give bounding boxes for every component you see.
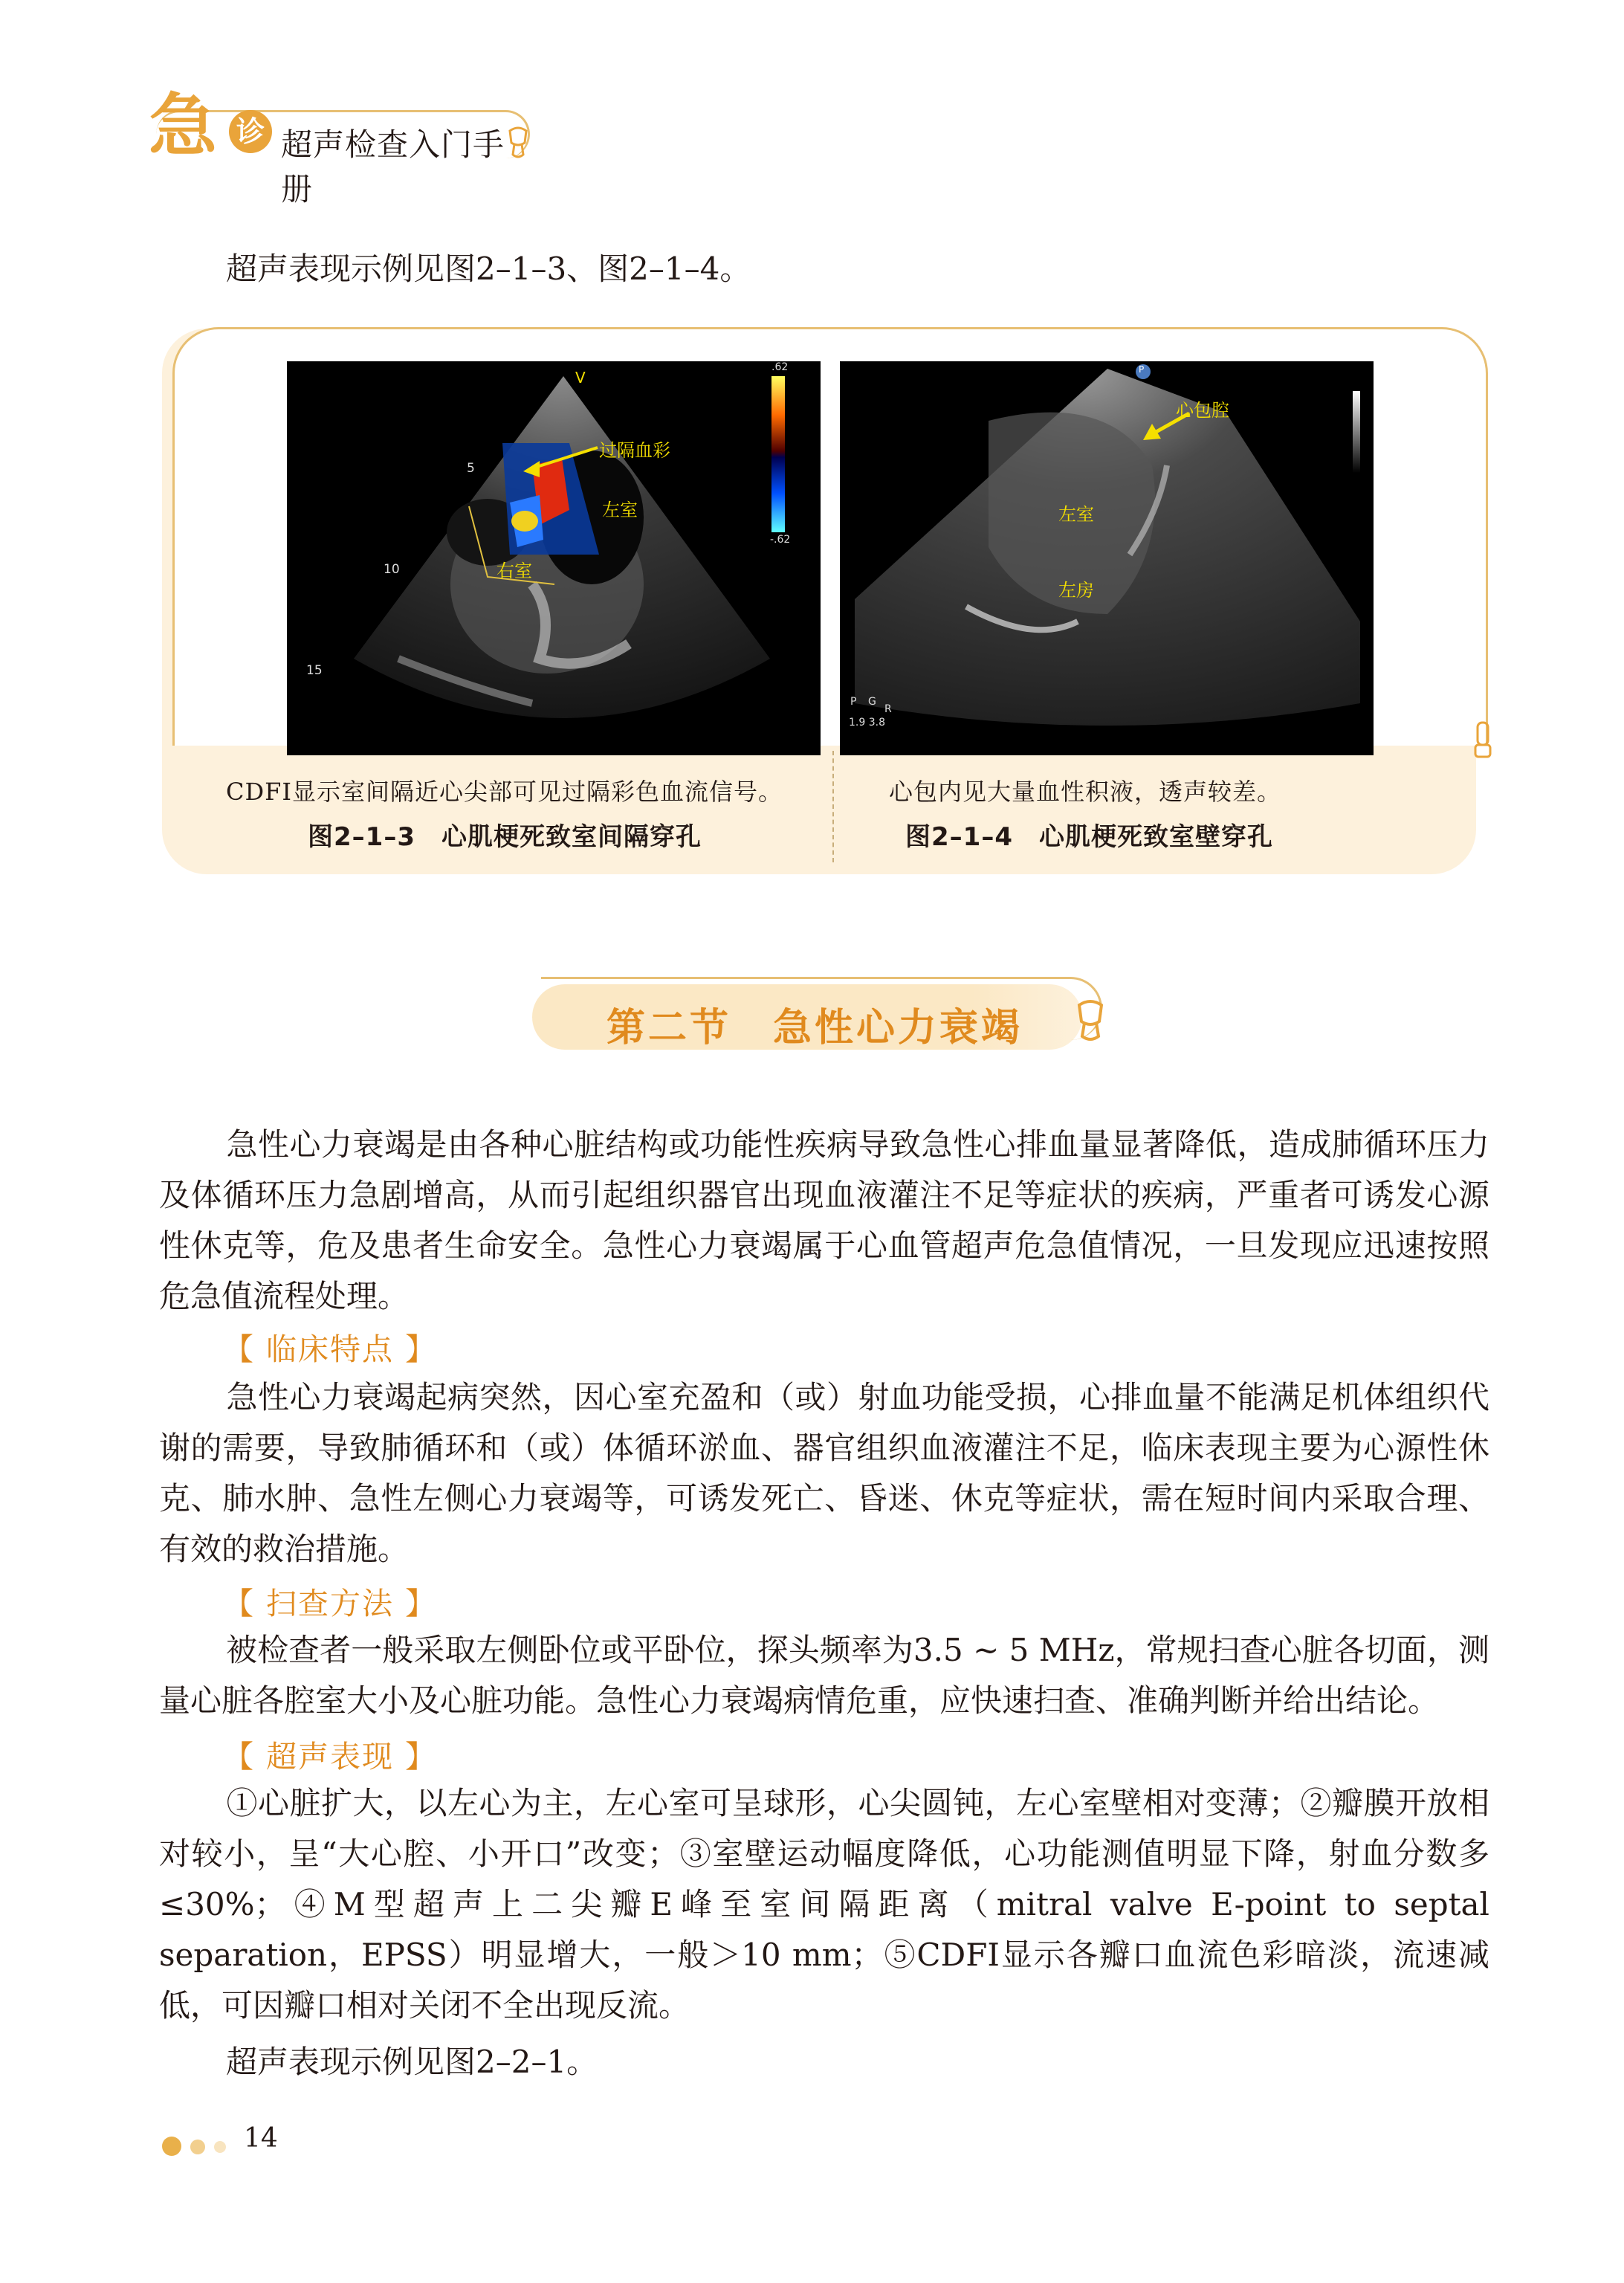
depth-tick: 10: [384, 562, 400, 577]
page-dot: [214, 2141, 226, 2153]
section-heading: [532, 977, 1106, 1059]
figure-caption: CDFI显示室间隔近心尖部可见过隔彩色血流信号。: [226, 778, 783, 806]
running-header: [149, 86, 535, 207]
probe-values: 1.9 3.8: [849, 717, 885, 729]
ultrasound-probe-icon: [504, 126, 532, 159]
label-v-marker: V: [575, 369, 586, 387]
paragraph-clinical-features: 急性心力衰竭起病突然，因心室充盈和（或）射血功能受损，心排血量不能满足机体组织代谢的需要，导致肺循环和（或）体循环淤血、器官组织血液灌注不足，临床表现主要为心源性休克、肺水肿、急性左侧心力衰竭等，可诱发死亡、昏迷、休克等症状，需在短时间内采取合理、有效的救治措施。: [159, 1379, 1489, 1567]
probe-marker: P: [1139, 364, 1145, 375]
depth-tick: 5: [467, 461, 475, 476]
header-book-title: 超声检查入门手册: [281, 126, 505, 207]
probe-r: R: [884, 703, 892, 715]
echocardiogram-septal-perforation: [287, 361, 821, 755]
ultrasound-probe-icon: [1072, 999, 1109, 1044]
figure-caption: 心包内见大量血性积液，透声较差。: [889, 778, 1282, 806]
page-dot: [162, 2137, 181, 2156]
subheading-clinical-features: 【 临床特点 】: [223, 1331, 438, 1367]
figure-title: 图2–1–4 心肌梗死致室壁穿孔: [905, 822, 1273, 852]
ultrasound-probe-icon: [1473, 721, 1492, 761]
probe-p: P: [850, 696, 857, 708]
paragraph-scan-method: 被检查者一般采取左侧卧位或平卧位，探头频率为3.5 ~ 5 MHz，常规扫查心脏各切面，测量心脏各腔室大小及心脏功能。急性心力衰竭病情危重，应快速扫查、准确判断并给出结论。: [159, 1632, 1489, 1719]
subheading-scan-method: 【 扫查方法 】: [223, 1586, 438, 1621]
header-circle-char: 诊: [229, 110, 272, 153]
label-left-atrium: 左房: [1058, 580, 1094, 601]
header-large-char: 急: [149, 86, 218, 166]
paragraph-example-ref: 超声表现示例见图2–2–1。: [226, 2044, 598, 2080]
caption-divider: [832, 751, 834, 862]
paragraph-ultrasound-findings: ①心脏扩大，以左心为主，左心室可呈球形，心尖圆钝，左心室壁相对变薄；②瓣膜开放相对较小，呈“大心腔、小开口”改变；③室壁运动幅度降低，心功能测值明显下降，射血分数多≤30%；④M型超声上二尖瓣E峰至室间隔距离（mitral valve E-point to septal separation，EPSS）明显增大，一般＞10 mm；⑤CDFI显示各瓣口血流色彩暗淡，流速减低，可因瓣口相对关闭不全出现反流。: [159, 1785, 1489, 2024]
intro-line: 超声表现示例见图2–1–3、图2–1–4。: [226, 251, 751, 287]
probe-g: G: [868, 696, 876, 708]
paragraph-definition: 急性心力衰竭是由各种心脏结构或功能性疾病导致急性心排血量显著降低，造成肺循环压力及体循环压力急剧增高，从而引起组织器官出现血液灌注不足等症状的疾病，严重者可诱发心源性休克等，危及患者生命安全。急性心力衰竭属于心血管超声危急值情况，一旦发现应迅速按照危急值流程处理。: [159, 1126, 1489, 1314]
label-left-ventricle: 左室: [1058, 504, 1094, 525]
label-septal-flow: 过隔血彩: [599, 440, 670, 461]
color-scale-min: -.62: [770, 534, 791, 546]
label-right-ventricle: 右室: [496, 561, 532, 581]
echocardiogram-wall-perforation: [840, 361, 1374, 755]
page-dot: [190, 2140, 205, 2154]
label-left-ventricle: 左室: [602, 500, 638, 520]
depth-tick: 15: [306, 663, 323, 678]
subheading-ultrasound-findings: 【 超声表现 】: [223, 1739, 438, 1775]
color-scale-max: .62: [771, 361, 789, 373]
section-title: 第二节 急性心力衰竭: [606, 1005, 1023, 1050]
page-number: 14: [244, 2123, 278, 2154]
figure-title: 图2–1–3 心肌梗死致室间隔穿孔: [308, 822, 702, 852]
label-pericardial-cavity: 心包腔: [1176, 400, 1229, 421]
